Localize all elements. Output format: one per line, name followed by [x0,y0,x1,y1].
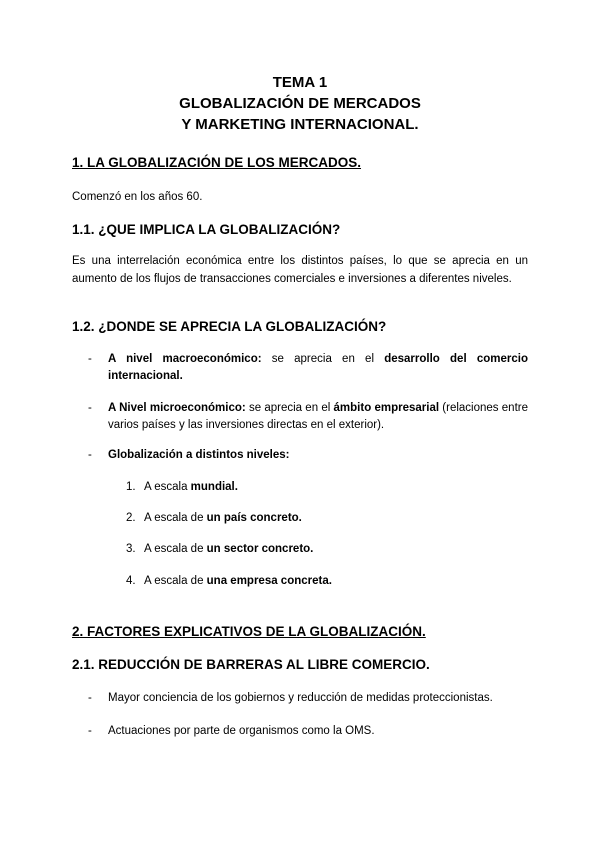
doc-title-line2: GLOBALIZACIÓN DE MERCADOS [179,95,421,112]
bullet-plain: se aprecia en el [245,402,334,414]
bullet-bold-tail: desarrollo del comercio internacional. [108,353,528,382]
bullet-micro [88,400,528,434]
level-item [126,481,238,493]
bullet-levels [88,447,528,464]
level-number: 3. [126,543,136,555]
level-number: 1. [126,481,136,493]
bullet-dash: - [88,449,92,461]
level-item [126,543,313,555]
level-pre: A escala de [144,543,207,555]
bullet-text: Mayor conciencia de los gobiernos y reducción de medidas proteccionistas. [108,692,493,704]
bullet-dash: - [88,353,92,365]
section-2-1-heading: 2.1. REDUCCIÓN DE BARRERAS AL LIBRE COMERCIO. [72,657,430,672]
bullet-macro [88,351,528,385]
section-1-1-heading: 1.1. ¿QUE IMPLICA LA GLOBALIZACIÓN? [72,222,341,237]
bullet-bold-mid: ámbito empresarial [333,402,440,414]
bullet-text [108,351,528,385]
bullet-dash: - [88,402,92,414]
bullet-text [108,400,528,434]
level-item [126,512,302,524]
level-pre: A escala [144,481,191,493]
bullet-text: Actuaciones por parte de organismos como la OMS. [108,725,375,737]
level-number: 4. [126,575,136,587]
bullet-item [88,723,528,740]
bullet-bold-lead: A Nivel microeconómico: [108,402,246,414]
level-bold: una empresa concreta. [206,575,332,587]
doc-title-line3: Y MARKETING INTERNACIONAL. [181,116,419,133]
bullet-bold-lead: Globalización a distintos niveles: [108,449,290,461]
level-number: 2. [126,512,136,524]
section-2-heading: 2. FACTORES EXPLICATIVOS DE LA GLOBALIZACIÓN. [72,624,426,639]
bullet-tail: (relaciones entre varios países y las inversiones directas en el exterior). [108,402,528,431]
section-1-1-paragraph: Es una interrelación económica entre los distintos países, lo que se aprecia en un aumento de los flujos de transacciones comerciales e inversiones a diferentes niveles. [72,255,528,285]
level-bold: un sector concreto. [206,543,314,555]
bullet-item [88,690,528,707]
bullet-dash: - [88,725,92,737]
level-bold: un país concreto. [206,512,302,524]
level-pre: A escala de [144,575,207,587]
level-pre: A escala de [144,512,207,524]
bullet-plain: se aprecia en el [261,353,385,365]
section-1-intro: Comenzó en los años 60. [72,191,203,203]
bullet-dash: - [88,692,92,704]
bullet-bold-lead: A nivel macroeconómico: [108,353,262,365]
doc-title-line1: TEMA 1 [272,74,328,91]
section-1-heading: 1. LA GLOBALIZACIÓN DE LOS MERCADOS. [72,155,362,170]
level-bold: mundial. [190,481,238,493]
bullet-text [108,447,528,464]
level-item [126,575,332,587]
section-1-2-heading: 1.2. ¿DONDE SE APRECIA LA GLOBALIZACIÓN? [72,319,387,334]
